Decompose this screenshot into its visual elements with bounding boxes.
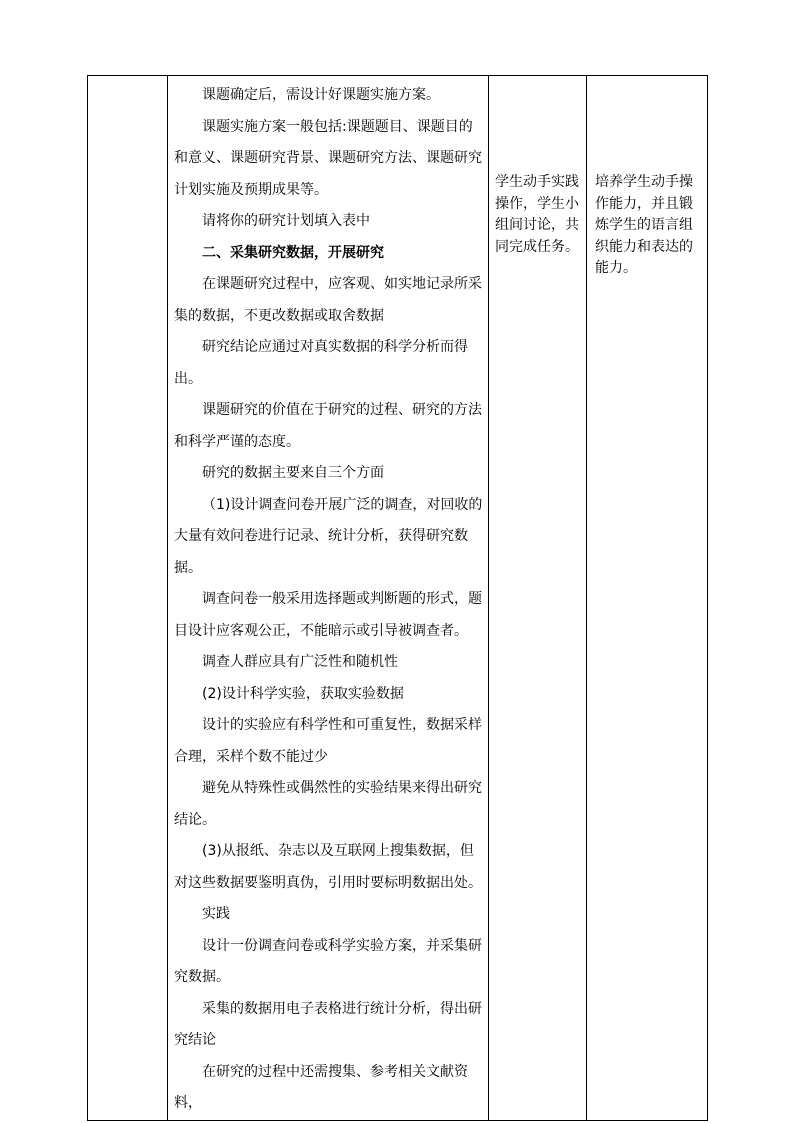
content-paragraph: 在研究的过程中还需搜集、参考相关文献资料， — [174, 1063, 468, 1111]
section-heading: 二、采集研究数据，开展研究 — [202, 244, 384, 261]
content-paragraph: 课题实施方案一般包括:课题题目、课题目的和意义、课题研究背景、课题研究方法、课题研究计划实施及预期成果等。 — [174, 118, 482, 198]
content-paragraph: 研究结论应通过对真实数据的科学分析而得出。 — [174, 339, 468, 387]
teaching-content — [168, 76, 488, 1120]
content-paragraph: 调查人群应具有广泛性和随机性 — [202, 654, 398, 670]
content-paragraph: 避免从特殊性或偶然性的实验结果来得出研究结论。 — [174, 780, 482, 828]
content-paragraph: 课题确定后，需设计好课题实施方案。 — [202, 87, 440, 103]
content-paragraph: (3)从报纸、杂志以及互联网上搜集数据，但对这些数据要鉴明真伪，引用时要标明数据出处。 — [174, 843, 482, 891]
teaching-content-cell — [168, 76, 489, 1121]
content-paragraph: 研究的数据主要来自三个方面 — [202, 465, 384, 481]
table-row — [88, 76, 708, 1121]
content-paragraph: (2)设计科学实验，获取实验数据 — [202, 685, 404, 702]
blank-cell — [88, 76, 168, 1121]
content-paragraph: （1)设计调查问卷开展广泛的调查，对回收的大量有效问卷进行记录、统计分析，获得研究数据。 — [174, 496, 483, 576]
content-paragraph: 在课题研究过程中，应客观、如实地记录所采集的数据，不更改数据或取舍数据 — [174, 276, 482, 324]
content-paragraph: 采集的数据用电子表格进行统计分析，得出研究结论 — [174, 1000, 482, 1048]
content-paragraph: 调查问卷一般采用选择题或判断题的形式，题目设计应客观公正，不能暗示或引导被调查者。 — [174, 591, 482, 639]
content-paragraph: 设计的实验应有科学性和可重复性，数据采样合理，采样个数不能过少 — [174, 717, 482, 765]
student-activity-text: 学生动手实践操作，学生小组间讨论，共同完成任务。 — [495, 174, 579, 255]
design-intent-cell — [587, 76, 708, 1121]
student-activity-cell — [489, 76, 587, 1121]
content-paragraph: 请将你的研究计划填入表中 — [202, 213, 370, 229]
design-intent-text: 培养学生动手操作能力，并且锻炼学生的语言组织能力和表达的能力。 — [595, 174, 693, 276]
lesson-plan-table — [87, 75, 708, 1121]
content-paragraph: 设计一份调查问卷或科学实验方案，并采集研究数据。 — [174, 937, 482, 985]
content-paragraph: 课题研究的价值在于研究的过程、研究的方法和科学严谨的态度。 — [174, 402, 482, 450]
content-paragraph: 实践 — [202, 906, 230, 922]
